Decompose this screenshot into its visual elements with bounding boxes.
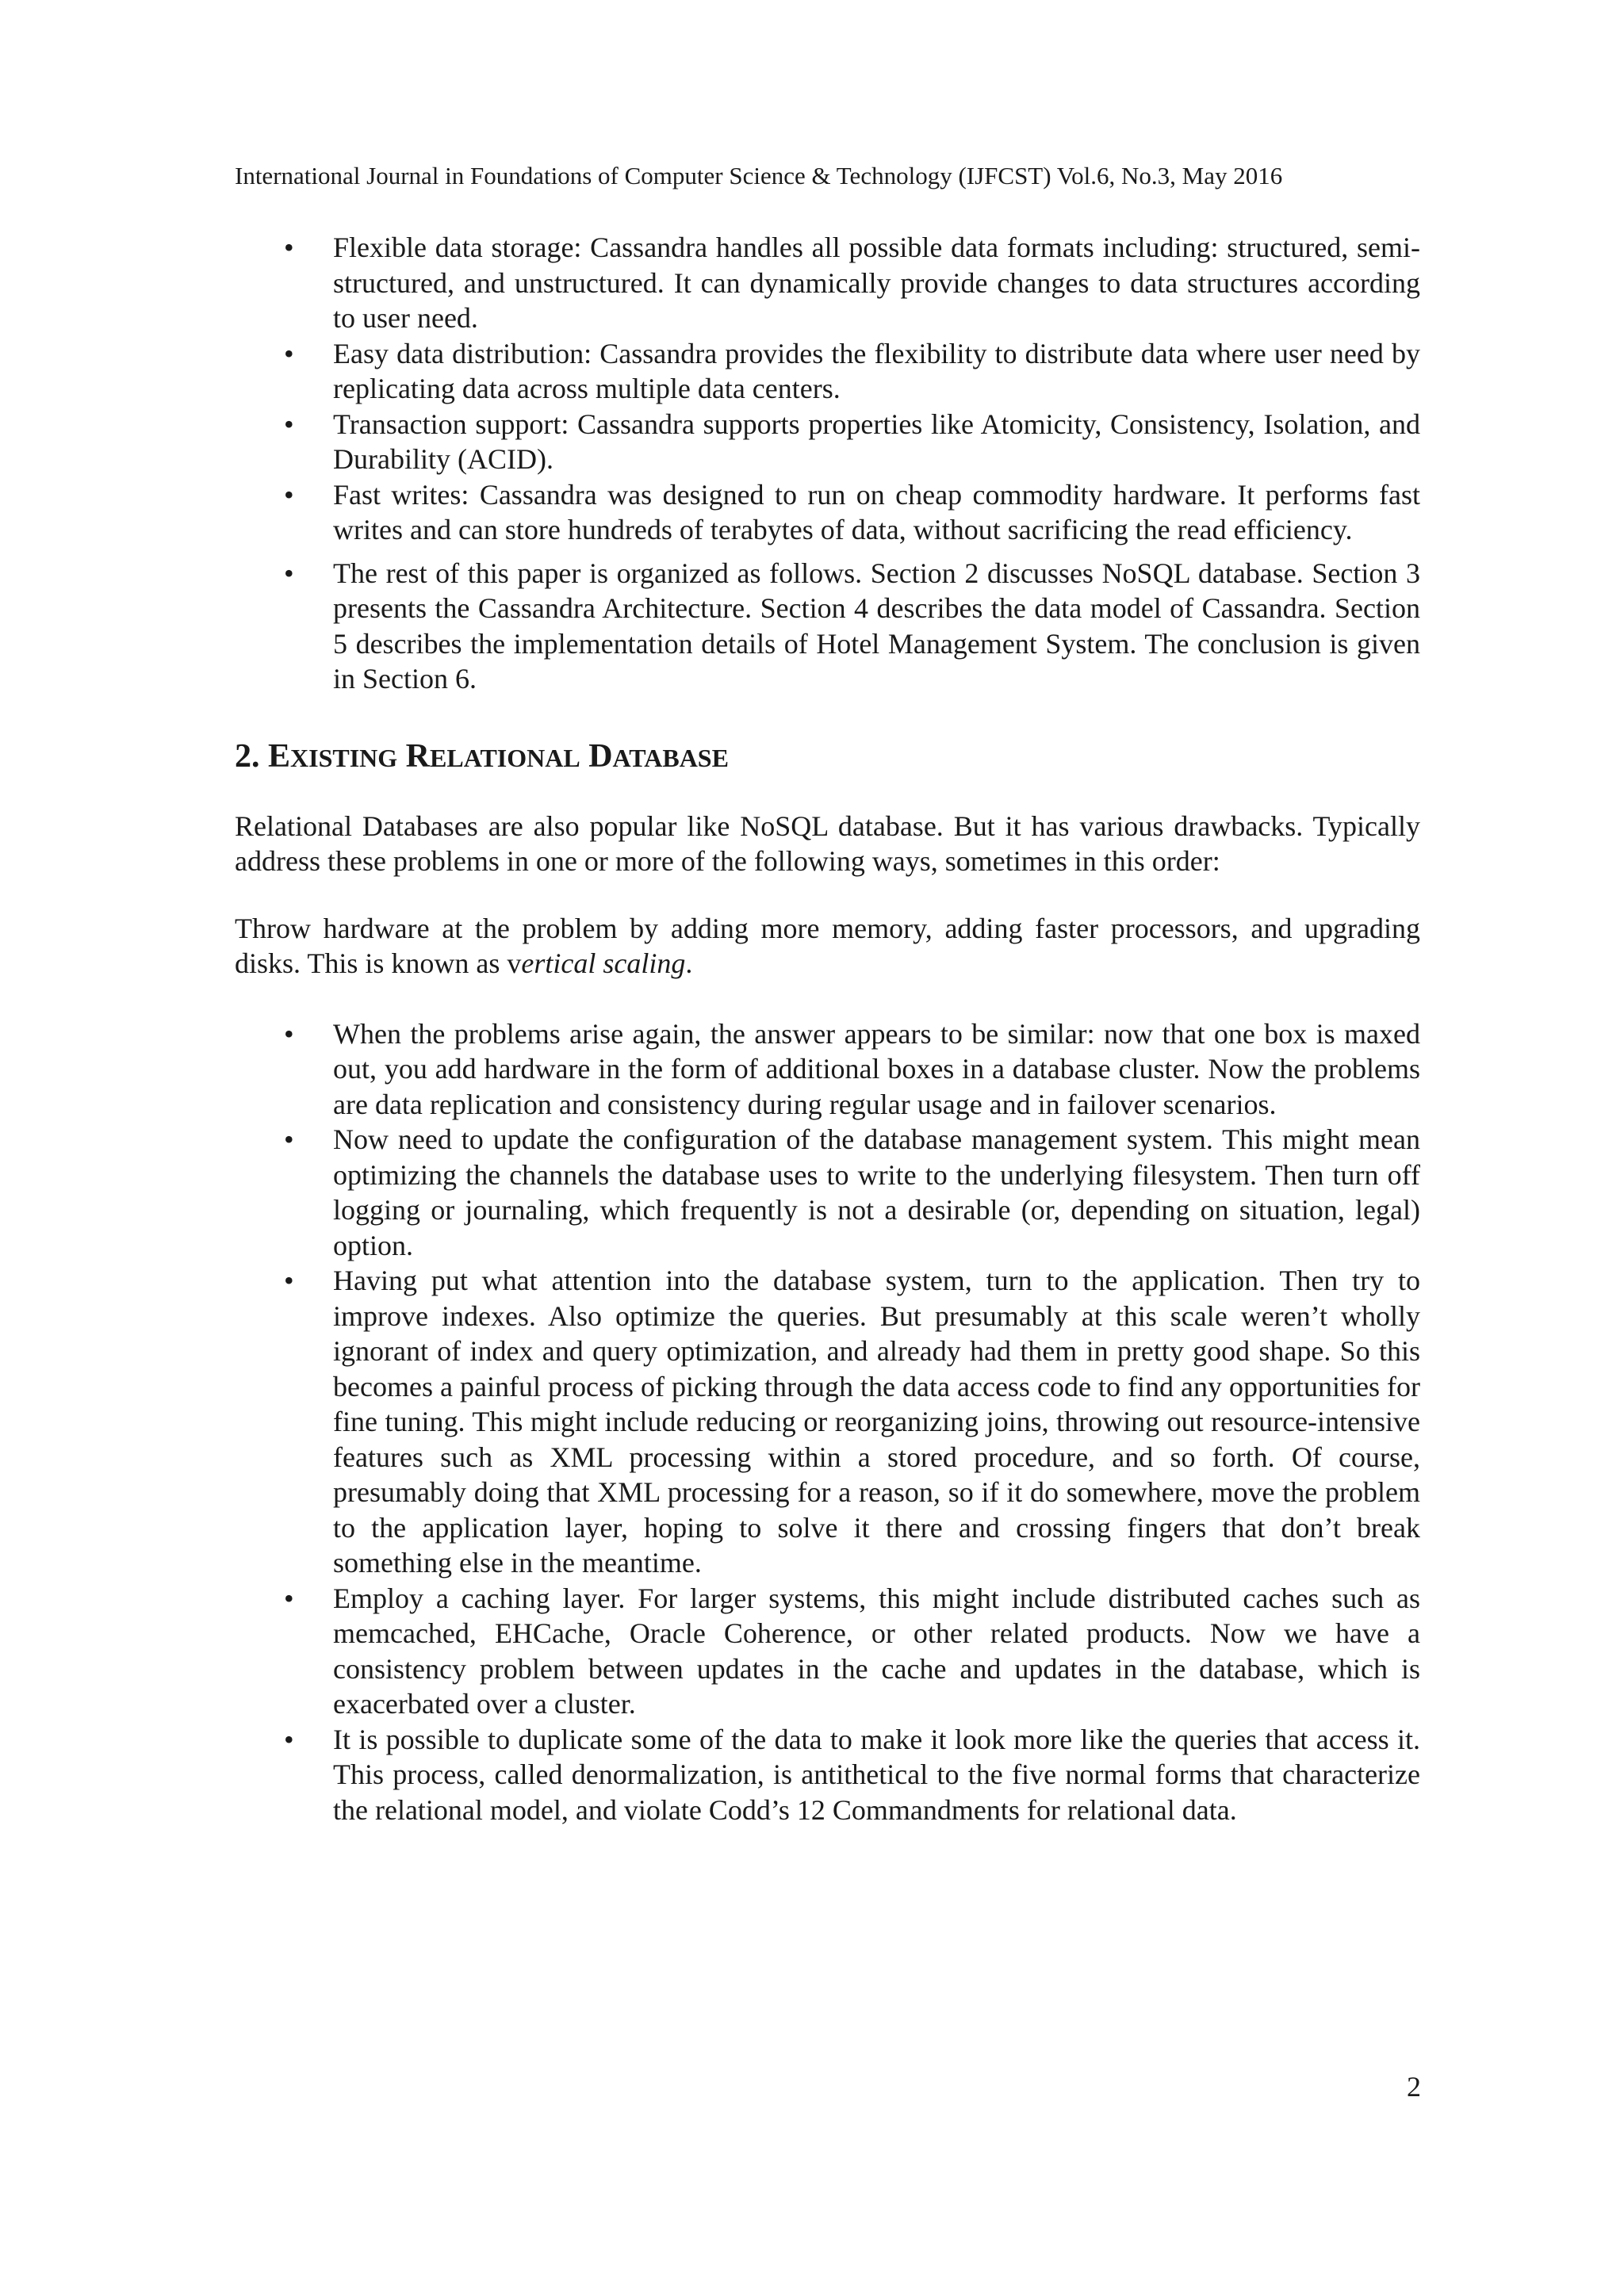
italic-term: ertical scaling [521,947,686,979]
bullet-icon: • [284,408,294,440]
list-item [235,1263,1420,1581]
bullet-icon: • [284,1123,294,1155]
bullet-icon: • [284,1723,294,1755]
page-content [235,230,1420,1827]
list-item-text: Easy data distribution: Cassandra provides the flexibility to distribute data where user need by replicating data across multiple data centers. [333,337,1420,404]
list-item-text: Fast writes: Cassandra was designed to run on cheap commodity hardware. It performs fast writes and can store hundreds of terabytes of data, without sacrificing the read efficiency. [333,478,1420,545]
bullet-icon: • [284,478,294,511]
list-item [235,230,1420,336]
bullet-icon: • [284,1017,294,1050]
list-item-text: Transaction support: Cassandra supports properties like Atomicity, Consistency, Isolation, and Durability (ACID). [333,408,1420,475]
heading-rest-3: ATABASE [612,743,729,772]
list-item-text: Having put what attention into the database system, turn to the application. Then try to improve indexes. Also optimize the queries. But presumably at this scale weren’t wholly ignorant of index and query optimization, and already had them in pretty good shape. So this becomes a painful process of picking through the data access code to find any opportunities for fine tuning. This might include reducing or reorganizing joins, throwing out resource-intensive features such as XML processing within a stored procedure, and so forth. Of course, presumably doing that XML processing for a reason, so if it do somewhere, move the problem to the application layer, hoping to solve it there and crossing fingers that don’t break something else in the meantime. [333,1265,1420,1578]
paragraph: Relational Databases are also popular like NoSQL database. But it has various drawbacks. Typically address these problems in one or more of the following ways, sometimes in this order: [235,809,1420,877]
heading-rest-2: ELATIONAL [430,743,580,772]
bullet-icon: • [284,337,294,369]
list-item [235,407,1420,477]
bullet-icon: • [284,1582,294,1614]
intro-bullet-list [235,230,1420,697]
list-item [235,477,1420,548]
section-number: 2. [235,737,260,775]
list-item-text: Flexible data storage: Cassandra handles all possible data formats including: structured, semi-structured, and unstructured. It can dynamically provide changes to data structures according to user need. [333,232,1420,334]
heading-cap-3: D [588,737,613,775]
section-heading [235,737,1420,778]
list-item-text: Employ a caching layer. For larger systems, this might include distributed caches such as memcached, EHCache, Oracle Coherence, or other related products. Now we have a consistency problem between updates in the cache and updates in the database, which is exacerbated over a cluster. [333,1582,1420,1720]
list-item-text: Now need to update the configuration of the database management system. This might mean optimizing the channels the database uses to write to the underlying filesystem. Then turn off logging or journaling, which frequently is not a desirable (or, depending on situation, legal) option. [333,1123,1420,1261]
list-item [235,1016,1420,1123]
paragraph-end: . [685,947,693,979]
heading-cap-1: E [268,737,291,775]
heading-cap-2: R [405,737,431,775]
bullet-icon: • [284,232,294,263]
paragraph-text: Throw hardware at the problem by adding more memory, adding faster processors, and upgrading disks. This is known as v [235,912,1420,979]
page-number: 2 [1407,2071,1421,2103]
list-item-text: When the problems arise again, the answer appears to be similar: now that one box is maxed out, you add hardware in the form of additional boxes in a database cluster. Now the problems are data replication and consistency during regular usage and in failover scenarios. [333,1017,1420,1120]
bullet-icon: • [284,557,294,589]
paragraph [235,911,1420,982]
list-item [235,1122,1420,1263]
list-item [235,1722,1420,1828]
list-item [235,336,1420,407]
heading-rest-1: XISTING [290,743,398,772]
section2-bullet-list [235,1016,1420,1828]
running-header: International Journal in Foundations of Computer Science & Technology (IJFCST) Vol.6, No.3, May 2016 [235,162,1283,189]
list-item-text: It is possible to duplicate some of the data to make it look more like the queries that access it. This process, called denormalization, is antithetical to the five normal forms that characterize the relational model, and violate Codd’s 12 Commandments for relational data. [333,1723,1420,1826]
list-item [235,1581,1420,1722]
list-item [235,556,1420,697]
list-item-text: The rest of this paper is organized as follows. Section 2 discusses NoSQL database. Section 3 presents the Cassandra Architecture. Section 4 describes the data model of Cassandra. Section 5 describes the implementation details of Hotel Management System. The conclusion is given in Section 6. [333,557,1420,695]
bullet-icon: • [284,1265,294,1296]
